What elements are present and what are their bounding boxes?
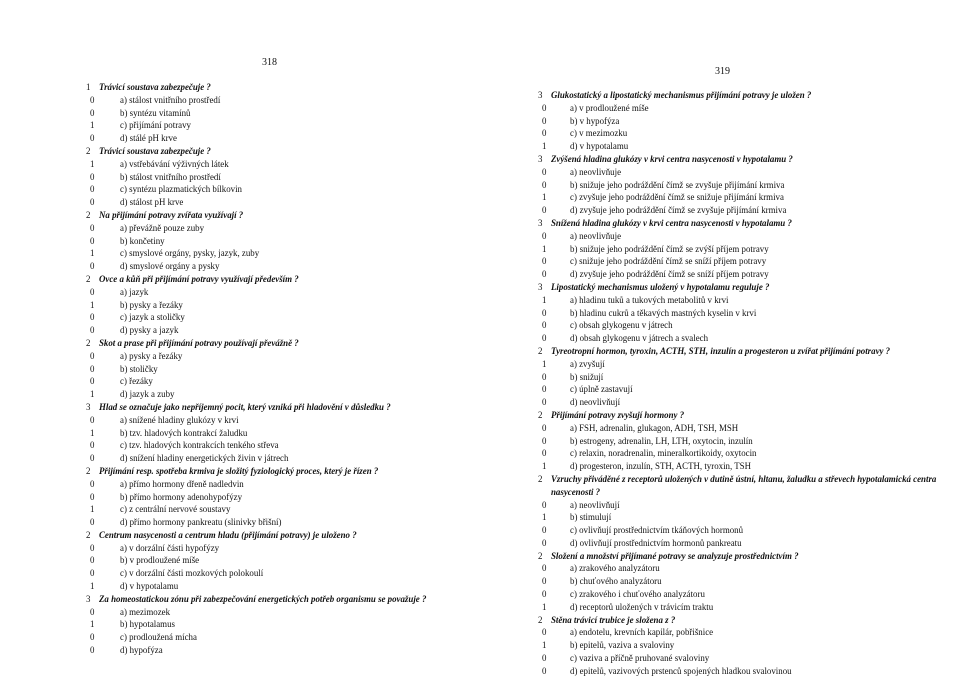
answer-option [86, 554, 471, 567]
question-text: Trávicí soustava zabezpečuje ? [99, 145, 211, 156]
question-text: Za homeostatickou zónu při zabezpečování energetických potřeb organismu se považuje ? [99, 593, 427, 604]
answer-mark: 0 [90, 568, 95, 579]
answer-mark: 0 [542, 653, 547, 664]
question-heading [86, 593, 471, 606]
answer-option [86, 631, 471, 644]
answer-option [538, 601, 948, 614]
answer-mark: 1 [542, 461, 547, 472]
answer-option [538, 307, 948, 320]
question-number: 2 [86, 337, 91, 348]
answer-text: a) přímo hormony dřeně nadledvin [120, 478, 244, 489]
answer-option [538, 358, 948, 371]
question-heading [86, 81, 471, 94]
question-text: Složení a množství přijímané potravy se analyzuje prostřednictvím ? [551, 550, 799, 561]
answer-text: b) hladinu cukrů a těkavých mastných kyselin v krvi [570, 307, 757, 318]
answer-option [86, 439, 471, 452]
answer-mark: 1 [90, 299, 95, 310]
answer-option [538, 562, 948, 575]
right-page [480, 0, 960, 677]
question-heading [538, 217, 948, 230]
answer-option [538, 230, 948, 243]
answer-option [86, 606, 471, 619]
answer-option [538, 665, 948, 678]
answer-text: a) neovlivňuje [570, 166, 622, 177]
answer-text: d) zvyšuje jeho podráždění čímž se zvyšuje přijímání krmiva [570, 205, 787, 216]
answer-mark: 0 [542, 665, 547, 676]
answer-text: c) v mezimozku [570, 128, 628, 139]
answer-text: d) pysky a jazyk [120, 325, 179, 336]
question-item [86, 337, 471, 401]
answer-mark: 0 [90, 555, 95, 566]
question-heading [86, 465, 471, 478]
answer-text: d) smyslové orgány a pysky [120, 261, 220, 272]
question-number: 3 [538, 90, 543, 100]
answer-option [86, 183, 471, 196]
question-item [86, 465, 471, 529]
question-number: 3 [538, 153, 543, 164]
answer-text: c) řezáky [120, 376, 153, 387]
answer-option [86, 363, 471, 376]
answer-mark: 0 [90, 184, 95, 195]
answer-text: c) snižuje jeho podráždění čímž se sníží příjem potravy [570, 256, 767, 267]
question-number: 2 [538, 345, 543, 356]
answer-mark: 1 [90, 120, 95, 131]
question-list [86, 81, 471, 657]
answer-mark: 0 [542, 320, 547, 331]
question-text: Lipostatický mechanismus uložený v hypotalamu reguluje ? [551, 281, 770, 292]
answer-text: c) relaxin, noradrenalin, mineralkortikoidy, oxytocin [570, 448, 757, 459]
page-number: 318 [262, 57, 277, 68]
answer-option [538, 499, 948, 512]
question-number: 3 [538, 281, 543, 292]
answer-mark: 0 [542, 435, 547, 446]
answer-option [538, 383, 948, 396]
question-number: 3 [86, 593, 91, 604]
question-number: 2 [86, 465, 91, 476]
answer-option [86, 222, 471, 235]
answer-option [86, 247, 471, 260]
answer-text: c) vaziva a příčně pruhované svaloviny [570, 653, 710, 664]
answer-option [538, 179, 948, 192]
answer-mark: 0 [90, 222, 95, 233]
answer-option [86, 235, 471, 248]
answer-mark: 0 [542, 371, 547, 382]
question-text: Přijímání resp. spotřeba krmiva je složitý fyziologický proces, který je řízen ? [99, 465, 379, 476]
question-heading [538, 473, 948, 499]
question-item [538, 473, 948, 550]
answer-mark: 0 [542, 448, 547, 459]
answer-mark: 0 [542, 397, 547, 408]
answer-text: b) tzv. hladových kontrakcí žaludku [120, 427, 248, 438]
answer-mark: 1 [542, 512, 547, 523]
question-text: Přijímání potravy zvyšují hormony ? [551, 409, 685, 420]
answer-text: c) tzv. hladových kontrakcích tenkého střeva [120, 440, 279, 451]
answer-option [86, 427, 471, 440]
answer-text: b) snižuje jeho podráždění čímž se zvyšuje přijímání krmiva [570, 179, 785, 190]
question-item [538, 409, 948, 473]
answer-option [538, 639, 948, 652]
answer-option [538, 371, 948, 384]
question-item [538, 614, 948, 678]
answer-mark: 0 [90, 606, 95, 617]
answer-mark: 0 [90, 440, 95, 451]
answer-option [538, 294, 948, 307]
answer-text: d) neovlivňují [570, 397, 621, 408]
answer-option [86, 644, 471, 657]
answer-text: b) snižuje jeho podráždění čímž se zvýší příjem potravy [570, 243, 769, 254]
answer-text: b) syntézu vitamínů [120, 107, 191, 118]
question-item [538, 217, 948, 281]
answer-text: c) zvyšuje jeho podráždění čímž se snižuje přijímání krmiva [570, 192, 784, 203]
answer-text: b) stimulují [570, 512, 612, 523]
answer-mark: 1 [90, 581, 95, 592]
answer-mark: 0 [542, 115, 547, 126]
answer-text: d) v hypotalamu [120, 581, 179, 592]
question-text: Stěna trávicí trubice je složena z ? [551, 614, 676, 625]
question-item [86, 529, 471, 593]
answer-mark: 0 [90, 491, 95, 502]
answer-mark: 1 [542, 192, 547, 203]
answer-mark: 0 [90, 312, 95, 323]
answer-text: d) jazyk a zuby [120, 389, 175, 400]
answer-mark: 0 [90, 632, 95, 643]
answer-text: d) epitelů, vazivových prstenců spojených hladkou svalovinou [570, 665, 792, 676]
answer-option [538, 396, 948, 409]
question-heading [86, 273, 471, 286]
answer-mark: 1 [542, 294, 547, 305]
answer-mark: 1 [542, 640, 547, 651]
answer-text: c) syntézu plazmatických bílkovin [120, 184, 242, 195]
question-text: Snížená hladina glukózy v krvi centra nasycenosti v hypotalamu ? [551, 217, 792, 228]
answer-text: a) FSH, adrenalin, glukagon, ADH, TSH, MSH [570, 422, 739, 433]
answer-option [86, 171, 471, 184]
answer-mark: 0 [90, 350, 95, 361]
answer-option [86, 567, 471, 580]
answer-mark: 0 [542, 333, 547, 344]
answer-text: c) prodloužená mícha [120, 632, 197, 643]
answer-option [86, 414, 471, 427]
answer-option [538, 447, 948, 460]
answer-mark: 0 [542, 589, 547, 600]
answer-text: c) smyslové orgány, pysky, jazyk, zuby [120, 248, 260, 259]
answer-option [538, 319, 948, 332]
question-text: Tyreotropní hormon, tyroxin, ACTH, STH, inzulín a progesteron u zvířat přijímání potravy ? [551, 345, 891, 356]
answer-mark: 0 [90, 286, 95, 297]
answer-text: b) snižují [570, 371, 604, 382]
question-heading [538, 281, 948, 294]
answer-option [538, 255, 948, 268]
answer-mark: 0 [90, 235, 95, 246]
answer-mark: 1 [542, 243, 547, 254]
question-number: 2 [538, 409, 543, 420]
answer-option [538, 537, 948, 550]
answer-mark: 0 [542, 537, 547, 548]
answer-option [538, 332, 948, 345]
answer-text: a) endotelu, krevních kapilár, pobřišnice [570, 627, 714, 638]
answer-option [538, 422, 948, 435]
answer-text: d) stálé pH krve [120, 133, 177, 144]
answer-mark: 0 [542, 563, 547, 574]
question-item [86, 273, 471, 337]
answer-option [86, 516, 471, 529]
answer-option [86, 618, 471, 631]
question-text: Centrum nasycenosti a centrum hladu (přijímání potravy) je uloženo ? [99, 529, 357, 540]
answer-mark: 0 [542, 269, 547, 280]
question-text: Trávicí soustava zabezpečuje ? [99, 82, 211, 92]
question-number: 2 [538, 550, 543, 561]
answer-text: d) přímo hormony pankreatu (slinivky břišní) [120, 517, 282, 528]
answer-text: d) snížení hladiny energetických živin v játrech [120, 453, 289, 464]
answer-text: a) převážně pouze zuby [120, 222, 205, 233]
question-number: 3 [86, 401, 91, 412]
answer-option [86, 452, 471, 465]
answer-text: d) progesteron, inzulín, STH, ACTH, tyroxin, TSH [570, 461, 752, 472]
answer-mark: 0 [542, 499, 547, 510]
answer-option [86, 542, 471, 555]
question-text: Glukostatický a lipostatický mechanismus přijímání potravy je uložen ? [551, 90, 812, 100]
question-item [538, 89, 948, 153]
answer-mark: 0 [542, 179, 547, 190]
answer-option [86, 94, 471, 107]
answer-mark: 0 [90, 542, 95, 553]
answer-mark: 0 [90, 94, 95, 105]
answer-option [538, 140, 948, 153]
question-item [86, 593, 471, 657]
question-heading [86, 337, 471, 350]
answer-text: a) vstřebávání výživných látek [120, 158, 229, 169]
answer-mark: 0 [542, 627, 547, 638]
question-number: 2 [86, 145, 91, 156]
question-item [86, 209, 471, 273]
question-text: Skot a prase při přijímání potravy používají převážně ? [99, 337, 299, 348]
answer-text: b) přímo hormony adenohypofýzy [120, 491, 243, 502]
answer-mark: 0 [542, 166, 547, 177]
answer-option [86, 196, 471, 209]
answer-text: b) v hypofýza [570, 115, 620, 126]
question-item [538, 345, 948, 409]
answer-option [86, 311, 471, 324]
answer-text: d) v hypotalamu [570, 141, 629, 152]
answer-mark: 1 [90, 389, 95, 400]
answer-option [538, 511, 948, 524]
answer-text: d) ovlivňují prostřednictvím hormonů pankreatu [570, 537, 742, 548]
answer-text: c) přijímání potravy [120, 120, 191, 131]
answer-mark: 0 [90, 478, 95, 489]
answer-text: a) jazyk [120, 286, 149, 297]
answer-text: c) jazyk a stoličky [120, 312, 185, 323]
answer-mark: 0 [90, 197, 95, 208]
answer-mark: 0 [90, 171, 95, 182]
answer-text: d) zvyšuje jeho podráždění čímž se sníží příjem potravy [570, 269, 769, 280]
answer-text: c) obsah glykogenu v játrech [570, 320, 673, 331]
answer-text: a) snížené hladiny glukózy v krvi [120, 414, 239, 425]
answer-text: a) v dorzální části hypofýzy [120, 542, 220, 553]
answer-option [86, 324, 471, 337]
answer-text: d) hypofýza [120, 645, 163, 656]
answer-mark: 0 [90, 363, 95, 374]
answer-option [86, 478, 471, 491]
question-heading [538, 345, 948, 358]
question-number: 2 [86, 529, 91, 540]
question-text: Vzruchy přiváděné z receptorů uložených v dutině ústní, hltanu, žaludku a střevech hypotalamická centra nasycenosti ? [551, 473, 937, 497]
answer-option [86, 375, 471, 388]
answer-mark: 0 [542, 230, 547, 241]
answer-mark: 1 [542, 358, 547, 369]
answer-option [538, 435, 948, 448]
answer-mark: 0 [542, 422, 547, 433]
answer-mark: 1 [90, 504, 95, 515]
answer-mark: 0 [542, 256, 547, 267]
question-heading [538, 409, 948, 422]
answer-text: b) chuťového analyzátoru [570, 576, 662, 587]
question-number: 1 [86, 82, 91, 92]
question-item [86, 145, 471, 209]
answer-mark: 1 [90, 619, 95, 630]
answer-option [86, 491, 471, 504]
answer-text: c) zrakového i chuťového analyzátoru [570, 589, 705, 600]
answer-mark: 0 [90, 261, 95, 272]
question-heading [538, 89, 948, 102]
answer-option [86, 107, 471, 120]
question-number: 2 [86, 209, 91, 220]
answer-mark: 0 [90, 133, 95, 144]
answer-option [86, 260, 471, 273]
page-number: 319 [715, 66, 730, 77]
answer-text: a) pysky a řezáky [120, 350, 183, 361]
answer-option [86, 299, 471, 312]
answer-text: a) v prodloužené míše [570, 102, 649, 113]
question-item [538, 153, 948, 217]
answer-option [538, 102, 948, 115]
answer-option [538, 115, 948, 128]
answer-option [538, 524, 948, 537]
answer-option [538, 127, 948, 140]
left-page [0, 0, 480, 677]
question-item [86, 401, 471, 465]
question-heading [86, 209, 471, 222]
answer-mark: 1 [542, 601, 547, 612]
answer-option [538, 204, 948, 217]
answer-option [538, 652, 948, 665]
answer-option [86, 158, 471, 171]
answer-mark: 0 [542, 525, 547, 536]
answer-text: b) epitelů, vaziva a svaloviny [570, 640, 675, 651]
answer-text: d) stálost pH krve [120, 197, 184, 208]
answer-mark: 0 [90, 517, 95, 528]
answer-text: a) neovlivňuje [570, 230, 622, 241]
question-heading [538, 153, 948, 166]
answer-mark: 0 [90, 414, 95, 425]
answer-text: d) receptorů uložených v trávicím traktu [570, 601, 714, 612]
answer-text: b) hypotalamus [120, 619, 175, 630]
question-heading [86, 145, 471, 158]
answer-option [86, 580, 471, 593]
answer-mark: 1 [542, 141, 547, 152]
question-number: 3 [538, 217, 543, 228]
answer-text: a) zvyšují [570, 358, 605, 369]
question-item [86, 81, 471, 145]
answer-text: b) stoličky [120, 363, 158, 374]
answer-text: a) stálost vnitřního prostředí [120, 94, 221, 105]
answer-option [538, 588, 948, 601]
answer-mark: 1 [90, 158, 95, 169]
question-heading [86, 401, 471, 414]
answer-option [538, 166, 948, 179]
answer-text: a) mezimozek [120, 606, 171, 617]
answer-text: a) zrakového analyzátoru [570, 563, 660, 574]
question-number: 2 [538, 473, 543, 484]
answer-text: c) v dorzální části mozkových polokoulí [120, 568, 264, 579]
answer-text: c) úplně zastavují [570, 384, 633, 395]
question-heading [538, 614, 948, 627]
answer-mark: 0 [90, 645, 95, 656]
question-item [538, 550, 948, 614]
answer-option [86, 388, 471, 401]
question-item [538, 281, 948, 345]
answer-text: b) končetiny [120, 235, 165, 246]
answer-option [86, 132, 471, 145]
question-text: Na přijímání potravy zvířata využívají ? [99, 209, 244, 220]
question-number: 2 [538, 614, 543, 625]
answer-mark: 0 [542, 102, 547, 113]
question-list [538, 89, 948, 678]
answer-mark: 0 [542, 205, 547, 216]
answer-mark: 0 [90, 376, 95, 387]
answer-mark: 0 [542, 307, 547, 318]
question-number: 2 [86, 273, 91, 284]
answer-mark: 0 [542, 384, 547, 395]
question-heading [86, 529, 471, 542]
answer-option [538, 268, 948, 281]
question-heading [538, 550, 948, 563]
answer-mark: 0 [90, 325, 95, 336]
answer-option [538, 460, 948, 473]
answer-option [86, 119, 471, 132]
answer-text: b) v prodloužené míše [120, 555, 200, 566]
question-text: Zvýšená hladina glukózy v krvi centra nasycenosti v hypotalamu ? [551, 153, 793, 164]
answer-text: b) stálost vnitřního prostředí [120, 171, 221, 182]
answer-text: a) hladinu tuků a tukových metabolitů v krvi [570, 294, 729, 305]
answer-text: d) obsah glykogenu v játrech a svalech [570, 333, 709, 344]
answer-text: a) neovlivňují [570, 499, 620, 510]
answer-option [538, 191, 948, 204]
answer-text: b) estrogeny, adrenalin, LH, LTH, oxytocin, inzulín [570, 435, 753, 446]
question-text: Ovce a kůň při přijímání potravy využívají především ? [99, 273, 299, 284]
answer-mark: 0 [90, 107, 95, 118]
answer-mark: 1 [90, 427, 95, 438]
question-text: Hlad se označuje jako nepříjemný pocit, který vzniká při hladovění v důsledku ? [99, 401, 391, 412]
answer-mark: 0 [542, 128, 547, 139]
answer-option [538, 575, 948, 588]
answer-text: c) z centrální nervové soustavy [120, 504, 231, 515]
answer-text: b) pysky a řezáky [120, 299, 183, 310]
answer-mark: 0 [90, 453, 95, 464]
answer-text: c) ovlivňují prostřednictvím tkáňových hormonů [570, 525, 744, 536]
answer-option [86, 286, 471, 299]
answer-option [538, 243, 948, 256]
answer-option [86, 350, 471, 363]
answer-option [86, 503, 471, 516]
answer-mark: 1 [90, 248, 95, 259]
answer-option [538, 626, 948, 639]
answer-mark: 0 [542, 576, 547, 587]
